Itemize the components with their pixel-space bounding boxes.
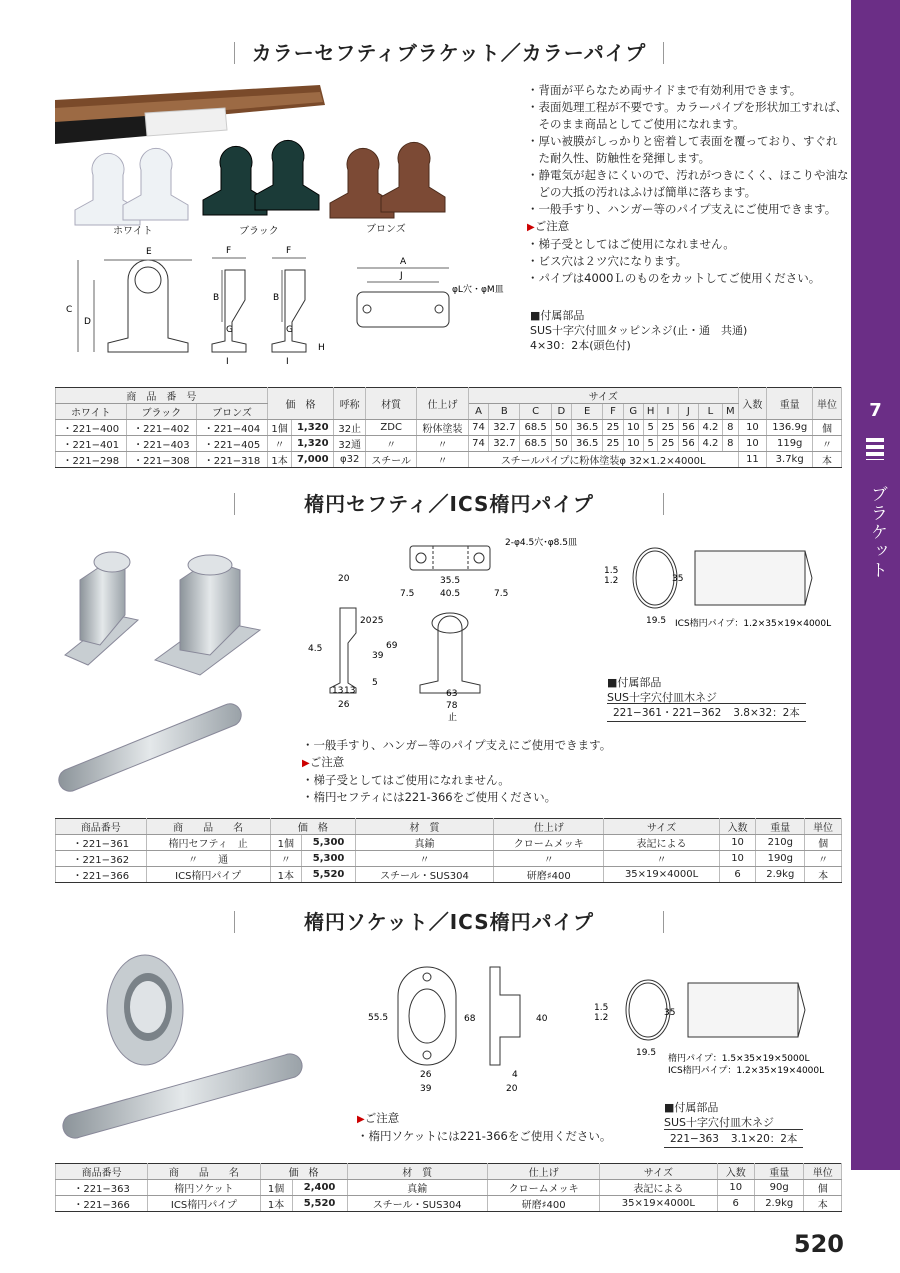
caution-line: ・梯子受としてはご使用になれません。 bbox=[527, 237, 735, 251]
s3-product-photos bbox=[60, 955, 310, 1145]
cell: 8 bbox=[722, 420, 738, 436]
cell: 32止 bbox=[334, 420, 366, 436]
cell: 〃 bbox=[417, 452, 469, 468]
cell: ・221−366 bbox=[56, 867, 147, 883]
th: I bbox=[658, 404, 678, 420]
dim-I2: I bbox=[286, 357, 289, 367]
cell: 真鍮 bbox=[356, 835, 494, 851]
table-row bbox=[56, 851, 842, 867]
cell: 〃 bbox=[813, 436, 842, 452]
cell: 1本 bbox=[270, 867, 301, 883]
cell: ・221−298 bbox=[56, 452, 127, 468]
s3-technical-drawing bbox=[350, 955, 830, 1100]
parts-desc: SUS十字穴付皿木ネジ bbox=[664, 1116, 775, 1129]
table-row bbox=[56, 452, 842, 468]
cell: 190g bbox=[756, 851, 805, 867]
caution-line: ・ビス穴は２ツ穴になります。 bbox=[527, 254, 688, 268]
table-row bbox=[56, 420, 842, 436]
s2-notes bbox=[302, 737, 611, 806]
dim-J: J bbox=[400, 271, 403, 281]
cell: クロームメッキ bbox=[494, 835, 604, 851]
caution-label: ご注意 bbox=[309, 755, 345, 769]
parts-desc: SUS十字穴付皿タッピンネジ(止・通 共通) bbox=[530, 324, 748, 337]
th: 単位 bbox=[805, 819, 842, 835]
th: 重量 bbox=[767, 388, 813, 420]
cell: スチール・SUS304 bbox=[347, 1196, 487, 1212]
th: D bbox=[551, 404, 571, 420]
cell: 1本 bbox=[260, 1196, 292, 1212]
parts-title: ■付属部品 bbox=[530, 309, 585, 322]
s1-product-photos bbox=[55, 80, 515, 240]
chapter-number: 7 bbox=[869, 400, 882, 421]
color-label-bronze: ブロンズ bbox=[366, 224, 406, 235]
feature-line: ・静電気が起きにくいので、汚れがつきにくく、ほこりや油な bbox=[527, 168, 849, 182]
cell: 〃 bbox=[366, 436, 417, 452]
feature-line: ・表面処理工程が不要です。カラーパイプを形状加工すれば、 bbox=[527, 100, 848, 114]
caution-line: ・楕円セフティには221-366をご使用ください。 bbox=[302, 790, 557, 804]
th: 価 格 bbox=[267, 388, 334, 420]
cell: 1個 bbox=[260, 1180, 292, 1196]
cell: ・221−404 bbox=[197, 420, 268, 436]
s2-product-photos bbox=[60, 540, 300, 810]
cell: 50 bbox=[551, 420, 571, 436]
cell: 136.9g bbox=[767, 420, 813, 436]
th: 価 格 bbox=[270, 819, 355, 835]
page-number: 520 bbox=[793, 1230, 844, 1258]
cell: 25 bbox=[603, 420, 623, 436]
caution-triangle-icon: ▶ bbox=[527, 222, 535, 233]
feature-line: ・背面が平らなため両サイドまで有効利用できます。 bbox=[527, 83, 802, 97]
th: サイズ bbox=[604, 819, 719, 835]
th: 商 品 番 号 bbox=[56, 388, 268, 404]
feature-line: どの大抵の汚れはふけば簡単に落ちます。 bbox=[527, 185, 757, 199]
th: 重量 bbox=[756, 819, 805, 835]
feature-line: た耐久性、防触性を発揮します。 bbox=[527, 151, 711, 165]
cell: 10 bbox=[717, 1180, 754, 1196]
price-cell: 5,520 bbox=[302, 867, 356, 883]
th: 仕上げ bbox=[494, 819, 604, 835]
cell: ・221−366 bbox=[56, 1196, 148, 1212]
th: F bbox=[603, 404, 623, 420]
s2-spec-table bbox=[55, 818, 842, 883]
cell: 56 bbox=[678, 436, 698, 452]
price-cell: 1,320 bbox=[292, 436, 334, 452]
cell: 本 bbox=[804, 1196, 842, 1212]
cell: 2.9kg bbox=[754, 1196, 804, 1212]
s3-parts-table bbox=[664, 1129, 803, 1148]
s2-dim: 4.5 bbox=[308, 644, 323, 654]
cell: ・221−308 bbox=[126, 452, 197, 468]
dim-E: E bbox=[146, 247, 152, 257]
table-row bbox=[56, 835, 842, 851]
th: L bbox=[698, 404, 722, 420]
cell: 25 bbox=[603, 436, 623, 452]
price-cell: 5,300 bbox=[302, 851, 356, 867]
dim-I: I bbox=[226, 357, 229, 367]
caution-triangle-icon: ▶ bbox=[302, 758, 310, 769]
s2-dim: 止 bbox=[448, 713, 458, 723]
dim-B2: B bbox=[273, 293, 280, 303]
th: 単位 bbox=[804, 1164, 842, 1180]
cell: φ32 bbox=[334, 452, 366, 468]
s3-dim: 1.2 bbox=[594, 1013, 609, 1023]
color-label-white: ホワイト bbox=[113, 226, 153, 237]
section2-title: 楕円セフティ／ICS楕円パイプ bbox=[234, 489, 664, 519]
s2-dim: 5 bbox=[372, 678, 378, 688]
price-cell: 5,520 bbox=[292, 1196, 347, 1212]
cell: 10 bbox=[738, 436, 767, 452]
caution-label: ご注意 bbox=[534, 219, 570, 233]
s3-dim: 1.5 bbox=[594, 1003, 609, 1013]
s1-parts bbox=[530, 308, 747, 353]
th: 商 品 名 bbox=[148, 1164, 260, 1180]
cell: 1個 bbox=[270, 835, 301, 851]
th: サイズ bbox=[600, 1164, 717, 1180]
cell: 個 bbox=[804, 1180, 842, 1196]
s3-dim: 19.5 bbox=[636, 1048, 657, 1058]
cell: 8 bbox=[722, 436, 738, 452]
s3-notes bbox=[357, 1110, 611, 1145]
cell: ・221−402 bbox=[126, 420, 197, 436]
dim-G2: G bbox=[286, 325, 293, 335]
cell: 〃 bbox=[805, 851, 842, 867]
cell: 研磨♯400 bbox=[494, 867, 604, 883]
cell: 221−363 bbox=[664, 1130, 725, 1148]
cell: 10 bbox=[738, 420, 767, 436]
s2-dim: 25 bbox=[372, 616, 384, 626]
color-label-black: ブラック bbox=[239, 226, 279, 237]
s3-dim: 35 bbox=[664, 1008, 676, 1018]
cell: 35×19×4000L bbox=[600, 1196, 717, 1212]
caution-line: ・パイプは4000Ｌのものをカットしてご使用ください。 bbox=[527, 271, 821, 285]
cell: 本 bbox=[805, 867, 842, 883]
cell: 真鍮 bbox=[347, 1180, 487, 1196]
chapter-label: ブラケット bbox=[867, 485, 887, 580]
cell: 32.7 bbox=[489, 436, 520, 452]
cell: スチール bbox=[366, 452, 417, 468]
s3-dim: 26 bbox=[420, 1070, 432, 1080]
s3-dim: 39 bbox=[420, 1084, 432, 1094]
cell: 10 bbox=[719, 851, 756, 867]
s2-pipe-note: ICS楕円パイプ：1.2×35×19×4000L bbox=[675, 619, 832, 629]
s2-dim: 26 bbox=[338, 700, 350, 710]
cell: ZDC bbox=[366, 420, 417, 436]
s2-dim: 7.5 bbox=[494, 589, 509, 599]
section3-title: 楕円ソケット／ICS楕円パイプ bbox=[234, 907, 664, 937]
cell: 〃 bbox=[267, 436, 292, 452]
s2-dim: 35.5 bbox=[440, 576, 461, 586]
cell: 36.5 bbox=[572, 420, 603, 436]
s3-dim: 68 bbox=[464, 1014, 476, 1024]
cell: 6 bbox=[717, 1196, 754, 1212]
dim-G: G bbox=[226, 325, 233, 335]
th: 商品番号 bbox=[56, 819, 147, 835]
dim-F2: F bbox=[286, 246, 292, 256]
table-row bbox=[56, 1196, 842, 1212]
s2-dim-hole: 2-φ4.5穴･φ8.5皿 bbox=[505, 538, 577, 548]
cell: 2.9kg bbox=[756, 867, 805, 883]
cell: 〃 bbox=[604, 851, 719, 867]
th: 入数 bbox=[719, 819, 756, 835]
table-row bbox=[56, 867, 842, 883]
cell: 〃 bbox=[356, 851, 494, 867]
cell: 楕円ソケット bbox=[148, 1180, 260, 1196]
s3-parts bbox=[664, 1100, 774, 1130]
price-cell: 7,000 bbox=[292, 452, 334, 468]
s2-dim: 13 bbox=[344, 686, 356, 696]
cell: 〃 bbox=[494, 851, 604, 867]
cell: 研磨♯400 bbox=[487, 1196, 599, 1212]
cell: 32通 bbox=[334, 436, 366, 452]
th: 価 格 bbox=[260, 1164, 347, 1180]
cell: 50 bbox=[551, 436, 571, 452]
dim-H: H bbox=[318, 343, 325, 353]
th: 単位 bbox=[813, 388, 842, 420]
cell: ICS楕円パイプ bbox=[148, 1196, 260, 1212]
cell: 11 bbox=[738, 452, 767, 468]
caution-line: ・楕円ソケットには221-366をご使用ください。 bbox=[357, 1129, 612, 1143]
table-row bbox=[56, 1180, 842, 1196]
cell: 4.2 bbox=[698, 436, 722, 452]
th: ブロンズ bbox=[197, 404, 268, 420]
dim-A: A bbox=[400, 257, 407, 267]
s2-dim: 20 bbox=[360, 616, 372, 626]
cell: 楕円セフティ 止 bbox=[146, 835, 270, 851]
table-row bbox=[56, 436, 842, 452]
cell: 5 bbox=[643, 436, 657, 452]
cell: ・221−318 bbox=[197, 452, 268, 468]
cell: ・221−400 bbox=[56, 420, 127, 436]
parts-title: ■付属部品 bbox=[607, 676, 662, 689]
cell: 221−361・221−362 bbox=[607, 704, 727, 722]
cell: 表記による bbox=[600, 1180, 717, 1196]
cell: 4.2 bbox=[698, 420, 722, 436]
cell: ・221−361 bbox=[56, 835, 147, 851]
feature-line: ・厚い被膜がしっかりと密着して表面を覆っており、すぐれ bbox=[527, 134, 838, 148]
th: 商 品 名 bbox=[146, 819, 270, 835]
s3-dim: 20 bbox=[506, 1084, 518, 1094]
th: J bbox=[678, 404, 698, 420]
th: 材質 bbox=[366, 388, 417, 420]
cell: 〃 bbox=[417, 436, 469, 452]
s2-dim: 1.5 bbox=[604, 566, 619, 576]
cell: 本 bbox=[813, 452, 842, 468]
cell: 90g bbox=[754, 1180, 804, 1196]
cell: 10 bbox=[719, 835, 756, 851]
th: G bbox=[623, 404, 643, 420]
cell: 3.7kg bbox=[767, 452, 813, 468]
dim-D: D bbox=[84, 317, 91, 327]
s3-spec-table bbox=[55, 1163, 842, 1212]
section1-title: カラーセフティブラケット／カラーパイプ bbox=[234, 38, 664, 68]
cell: スチールパイプに粉体塗装φ 32×1.2×4000L bbox=[468, 452, 738, 468]
s3-pipe-note: 楕円パイプ：1.5×35×19×5000L bbox=[668, 1054, 810, 1064]
cell: クロームメッキ bbox=[487, 1180, 599, 1196]
s2-dim: 19.5 bbox=[646, 616, 667, 626]
cell: 68.5 bbox=[520, 436, 551, 452]
th: 呼称 bbox=[334, 388, 366, 420]
th: E bbox=[572, 404, 603, 420]
price-cell: 5,300 bbox=[302, 835, 356, 851]
parts-desc: SUS十字穴付皿木ネジ bbox=[607, 691, 718, 704]
th: ホワイト bbox=[56, 404, 127, 420]
feature-line: ・一般手すり、ハンガー等のパイプ支えにご使用できます。 bbox=[302, 738, 612, 752]
th: 材 質 bbox=[356, 819, 494, 835]
th: 仕上げ bbox=[487, 1164, 599, 1180]
cell: 1本 bbox=[267, 452, 292, 468]
s2-dim: 13 bbox=[332, 686, 344, 696]
cell: 3.1×20：2本 bbox=[725, 1130, 804, 1148]
s2-dim: 78 bbox=[446, 701, 458, 711]
cell: ・221−401 bbox=[56, 436, 127, 452]
th: M bbox=[722, 404, 738, 420]
s3-dim: 55.5 bbox=[368, 1013, 389, 1023]
cell: 個 bbox=[805, 835, 842, 851]
cell: 個 bbox=[813, 420, 842, 436]
s1-technical-drawing bbox=[60, 240, 504, 375]
s3-dim: 40 bbox=[536, 1014, 548, 1024]
s2-dim: 39 bbox=[372, 651, 384, 661]
dim-B: B bbox=[213, 293, 220, 303]
caution-line: ・梯子受としてはご使用になれません。 bbox=[302, 773, 510, 787]
th: B bbox=[489, 404, 520, 420]
cell: 表記による bbox=[604, 835, 719, 851]
s2-dim: 35 bbox=[672, 574, 684, 584]
th: A bbox=[468, 404, 488, 420]
cell: 〃 bbox=[270, 851, 301, 867]
th: H bbox=[643, 404, 657, 420]
cell: 74 bbox=[468, 420, 488, 436]
cell: 68.5 bbox=[520, 420, 551, 436]
s2-dim: 40.5 bbox=[440, 589, 461, 599]
s2-parts-table bbox=[607, 703, 806, 722]
th: 仕上げ bbox=[417, 388, 469, 420]
cell: 210g bbox=[756, 835, 805, 851]
th: ブラック bbox=[126, 404, 197, 420]
th: C bbox=[520, 404, 551, 420]
feature-line: そのまま商品としてご使用になれます。 bbox=[527, 117, 745, 131]
cell: スチール・SUS304 bbox=[356, 867, 494, 883]
s1-features bbox=[527, 82, 849, 287]
cell: 粉体塗装 bbox=[417, 420, 469, 436]
dim-F: F bbox=[226, 246, 232, 256]
th: サイズ bbox=[468, 388, 738, 404]
s2-dim: 20 bbox=[338, 574, 350, 584]
cell: 32.7 bbox=[489, 420, 520, 436]
cell: ICS楕円パイプ bbox=[146, 867, 270, 883]
cell: 3.8×32：2本 bbox=[727, 704, 806, 722]
s2-dim: 1.2 bbox=[604, 576, 619, 586]
chapter-mark-icon bbox=[866, 438, 884, 460]
s3-pipe-note: ICS楕円パイプ：1.2×35×19×4000L bbox=[668, 1066, 825, 1076]
th: 入数 bbox=[738, 388, 767, 420]
dim-hole: φL穴・φM皿 bbox=[452, 285, 504, 295]
cell: 119g bbox=[767, 436, 813, 452]
feature-line: ・一般手すり、ハンガー等のパイプ支えにご使用できます。 bbox=[527, 202, 837, 216]
cell: ・221−403 bbox=[126, 436, 197, 452]
price-cell: 1,320 bbox=[292, 420, 334, 436]
dim-C: C bbox=[66, 305, 73, 315]
s2-dim: 7.5 bbox=[400, 589, 415, 599]
cell: 6 bbox=[719, 867, 756, 883]
cell: 10 bbox=[623, 436, 643, 452]
cell: ・221−363 bbox=[56, 1180, 148, 1196]
th: 材 質 bbox=[347, 1164, 487, 1180]
cell: ・221−362 bbox=[56, 851, 147, 867]
s3-dim: 4 bbox=[512, 1070, 518, 1080]
cell: 25 bbox=[658, 420, 678, 436]
caution-triangle-icon: ▶ bbox=[357, 1114, 365, 1125]
cell: ・221−405 bbox=[197, 436, 268, 452]
cell: 1個 bbox=[267, 420, 292, 436]
cell: 74 bbox=[468, 436, 488, 452]
price-cell: 2,400 bbox=[292, 1180, 347, 1196]
cell: 36.5 bbox=[572, 436, 603, 452]
s2-dim: 69 bbox=[386, 641, 398, 651]
caution-label: ご注意 bbox=[364, 1111, 400, 1125]
cell: 〃 通 bbox=[146, 851, 270, 867]
cell: 25 bbox=[658, 436, 678, 452]
cell: 10 bbox=[623, 420, 643, 436]
cell: 35×19×4000L bbox=[604, 867, 719, 883]
cell: 56 bbox=[678, 420, 698, 436]
th: 重量 bbox=[754, 1164, 804, 1180]
th: 商品番号 bbox=[56, 1164, 148, 1180]
s1-spec-table bbox=[55, 387, 842, 468]
parts-title: ■付属部品 bbox=[664, 1101, 719, 1114]
s2-dim: 63 bbox=[446, 689, 458, 699]
th: 入数 bbox=[717, 1164, 754, 1180]
s2-parts bbox=[607, 675, 717, 705]
parts-spec: 4×30：2本(頭色付) bbox=[530, 339, 631, 352]
cell: 5 bbox=[643, 420, 657, 436]
